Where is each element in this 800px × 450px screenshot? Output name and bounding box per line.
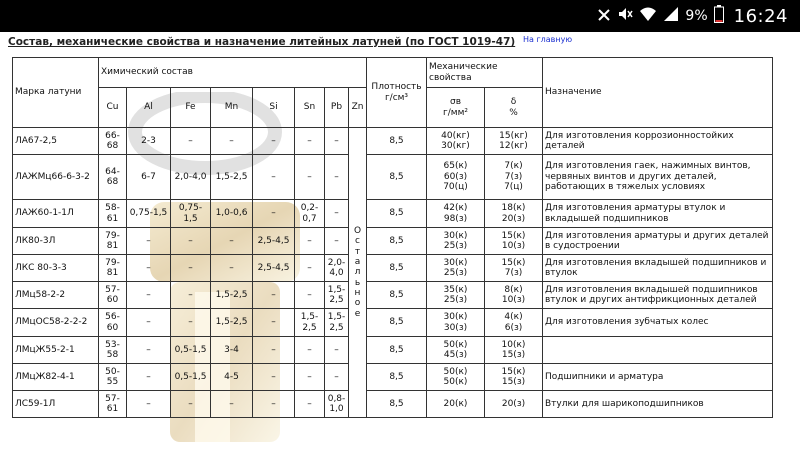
mn-cell: – [211,228,253,255]
cu-cell: 79-81 [99,228,127,255]
sn-cell: – [295,391,325,418]
sn-cell: – [295,337,325,364]
signal-icon [663,6,679,26]
purpose-cell: Для изготовления коррозионностойких деталей [543,128,773,155]
delta-cell [485,282,543,309]
cu-cell: 56-60 [99,309,127,337]
si-cell: – [253,391,295,418]
fe-cell: – [171,255,211,282]
density-cell: 8,5 [367,309,427,337]
delta-value: 15(з) [501,377,526,387]
pb-cell: – [325,337,349,364]
mn-cell: – [211,391,253,418]
clock: 16:24 [733,5,788,27]
col-header-delta [485,88,543,128]
table-row [13,309,773,337]
pb-cell: – [325,128,349,155]
cu-cell: 57-60 [99,282,127,309]
purpose-cell: Втулки для шарикоподшипников [543,391,773,418]
mn-cell: 1,5-2,5 [211,309,253,337]
sn-cell: – [295,282,325,309]
sigma-symbol: σв [449,97,461,108]
header-row [13,58,773,88]
sigma-cell [427,255,485,282]
al-cell: – [127,337,171,364]
density-cell: 8,5 [367,128,427,155]
col-header-al: Al [127,88,171,128]
purpose-cell: Для изготовления вкладышей подшипников и втулок [543,255,773,282]
table-row [13,282,773,309]
delta-cell [485,255,543,282]
zn-rest-letter: с [355,236,360,247]
zn-rest-letter: О [353,225,362,236]
si-cell: – [253,337,295,364]
al-cell: – [127,309,171,337]
status-icons [597,4,788,28]
grade-cell: ЛМц58-2-2 [13,282,99,309]
delta-value: 7(з) [504,171,523,182]
col-header-mech: Механические свойства [427,58,543,88]
density-cell: 8,5 [367,364,427,391]
sigma-cell [427,309,485,337]
table-row [13,364,773,391]
grade-cell: ЛМцЖ82-4-1 [13,364,99,391]
mn-cell: – [211,128,253,155]
page-title: Состав, механические свойства и назначение литейных латуней (по ГОСТ 1019-47) [8,36,516,48]
delta-cell [485,228,543,255]
purpose-cell: Для изготовления зубчатых колес [543,309,773,337]
delta-value: 10(к) [501,339,526,350]
grade-cell: ЛМцОС58-2-2-2 [13,309,99,337]
sigma-value: 25(з) [443,295,468,305]
col-header-zn: Zn [349,88,367,128]
zn-rest-letter: т [354,246,361,257]
purpose-cell: Для изготовления гаек, нажимных винтов, червяных винтов и других деталей, работающих в тяжелых условиях [543,155,773,200]
fe-cell: 0,75-1,5 [171,200,211,228]
delta-value: 18(к) [501,203,526,214]
pb-cell: 2,0-4,0 [325,255,349,282]
col-header-grade: Марка латуни [13,58,99,128]
table-row [13,128,773,155]
density-cell: 8,5 [367,155,427,200]
grade-cell: ЛКС 80-3-3 [13,255,99,282]
zn-rest-letter: ь [354,277,361,288]
battery-percent: 9% [685,8,708,24]
sn-cell: – [295,128,325,155]
brass-alloys-table [12,57,773,418]
col-header-fe: Fe [171,88,211,128]
mn-cell: 1,5-2,5 [211,155,253,200]
sigma-value: 50(к) [443,377,468,387]
purpose-cell [543,337,773,364]
pb-cell: 1,5-2,5 [325,309,349,337]
fe-cell: 0,5-1,5 [171,337,211,364]
sigma-cell [427,128,485,155]
pb-cell: 1,5-2,5 [325,282,349,309]
fe-cell: – [171,309,211,337]
grade-cell: ЛА67-2,5 [13,128,99,155]
cu-cell: 79-81 [99,255,127,282]
sigma-value: 20(к) [443,398,468,409]
cu-cell: 58-61 [99,200,127,228]
delta-cell [485,128,543,155]
sigma-value: 50(к) [443,339,468,350]
delta-value: 20(з) [501,213,526,224]
al-cell: – [127,364,171,391]
col-header-chem: Химический состав [99,58,367,88]
sigma-value: 30(з) [443,322,468,333]
sigma-value: 25(з) [443,268,468,278]
sigma-cell [427,364,485,391]
fe-cell: 2,0-4,0 [171,155,211,200]
purpose-cell: Для изготовления арматуры и других деталей в судостроении [543,228,773,255]
cu-cell: 53-58 [99,337,127,364]
table-row [13,155,773,200]
table-row [13,228,773,255]
sigma-value: 98(з) [443,213,468,224]
al-cell: – [127,228,171,255]
fe-cell: 0,5-1,5 [171,364,211,391]
al-cell: 6-7 [127,155,171,200]
sigma-value: 45(з) [443,350,468,360]
pb-cell: – [325,364,349,391]
delta-symbol: δ [510,97,517,108]
delta-value: 20(з) [501,398,526,409]
col-header-purpose: Назначение [543,58,773,128]
sigma-unit: г/мм² [443,107,468,118]
cu-cell: 66-68 [99,128,127,155]
delta-value: 15(к) [501,366,526,377]
sigma-value: 30(к) [443,312,468,323]
col-header-pb: Pb [325,88,349,128]
cu-cell: 57-61 [99,391,127,418]
mute-icon [617,6,633,26]
al-cell: – [127,391,171,418]
delta-value: 6(з) [504,322,523,333]
sn-cell: – [295,228,325,255]
col-header-density: Плотность г/см³ [367,58,427,128]
sigma-cell [427,155,485,200]
delta-value: 7(ц) [504,182,523,193]
sigma-value: 40(кг) [441,130,470,141]
sigma-value: 65(к) [443,161,468,172]
zn-rest-letter: о [354,298,361,309]
col-header-si: Si [253,88,295,128]
grade-cell: ЛК80-3Л [13,228,99,255]
sigma-cell [427,228,485,255]
sigma-value: 25(з) [443,241,468,251]
density-cell: 8,5 [367,200,427,228]
delta-value: 15(к) [501,257,526,268]
fe-cell: – [171,228,211,255]
density-cell: 8,5 [367,228,427,255]
col-header-sn: Sn [295,88,325,128]
delta-value: 10(з) [501,241,526,251]
delta-value: 7(к) [504,161,523,172]
zn-rest-letter: л [354,267,361,278]
purpose-cell: Для изготовления вкладышей подшипников втулок и других антифрикционных деталей [543,282,773,309]
density-cell: 8,5 [367,337,427,364]
density-cell: 8,5 [367,391,427,418]
si-cell: – [253,309,295,337]
delta-cell [485,309,543,337]
sn-cell: 1,5-2,5 [295,309,325,337]
delta-cell [485,200,543,228]
si-cell: – [253,282,295,309]
zn-rest-letter: н [354,288,361,299]
delta-value: 15(з) [501,350,526,360]
delta-value: 7(з) [504,268,523,278]
mn-cell: – [211,255,253,282]
al-cell: 0,75-1,5 [127,200,171,228]
delta-cell [485,391,543,418]
col-header-mn: Mn [211,88,253,128]
sn-cell: 0,2-0,7 [295,200,325,228]
battery-icon [714,5,724,27]
pb-cell: – [325,228,349,255]
table-row [13,200,773,228]
si-cell: – [253,128,295,155]
wifi-icon [639,6,657,26]
al-cell: – [127,255,171,282]
home-link[interactable]: На главную [523,35,573,44]
purpose-cell: Подшипники и арматура [543,364,773,391]
close-icon[interactable] [597,7,611,26]
col-header-sigma [427,88,485,128]
table-body [13,58,773,418]
sigma-value: 30(кг) [441,141,470,151]
cu-cell: 64-68 [99,155,127,200]
table-row [13,255,773,282]
si-cell: – [253,364,295,391]
cu-cell: 50-55 [99,364,127,391]
delta-value: 12(кг) [499,141,528,151]
fe-cell: – [171,391,211,418]
document-page [0,32,800,450]
density-cell: 8,5 [367,255,427,282]
status-bar [0,0,800,32]
delta-value: 10(з) [501,295,526,305]
sigma-cell [427,282,485,309]
sigma-value: 60(з) [443,171,468,182]
delta-value: 15(кг) [499,130,528,141]
fe-cell: – [171,128,211,155]
delta-value: 4(к) [504,312,523,323]
sigma-value: 35(к) [443,284,468,295]
delta-unit: % [509,107,518,118]
delta-cell [485,364,543,391]
pb-cell: – [325,155,349,200]
fe-cell: – [171,282,211,309]
delta-value: 8(к) [504,284,523,295]
mn-cell: 4-5 [211,364,253,391]
al-cell: – [127,282,171,309]
grade-cell: ЛМцЖ55-2-1 [13,337,99,364]
density-cell: 8,5 [367,282,427,309]
sigma-value: 30(к) [443,230,468,241]
sigma-cell [427,337,485,364]
sn-cell: – [295,155,325,200]
purpose-cell: Для изготовления арматуры втулок и вкладышей подшипников [543,200,773,228]
mn-cell: 1,0-0,6 [211,200,253,228]
zn-rest-letter: а [354,256,361,267]
sigma-value: 70(ц) [443,182,468,193]
sigma-cell [427,391,485,418]
si-cell: – [253,200,295,228]
mn-cell: 3-4 [211,337,253,364]
al-cell: 2-3 [127,128,171,155]
delta-value: 15(к) [501,230,526,241]
sigma-value: 30(к) [443,257,468,268]
zn-rest-letter: е [354,308,361,319]
table-row [13,391,773,418]
table-row [13,337,773,364]
pb-cell: – [325,200,349,228]
sn-cell: – [295,364,325,391]
pb-cell: 0,8-1,0 [325,391,349,418]
sigma-value: 50(к) [443,366,468,377]
delta-cell [485,337,543,364]
sigma-value: 42(к) [443,203,468,214]
si-cell: 2,5-4,5 [253,228,295,255]
mn-cell: 1,5-2,5 [211,282,253,309]
grade-cell: ЛАЖ60-1-1Л [13,200,99,228]
zn-rest-cell [349,128,367,418]
grade-cell: ЛС59-1Л [13,391,99,418]
col-header-cu: Cu [99,88,127,128]
sigma-cell [427,200,485,228]
si-cell: – [253,155,295,200]
si-cell: 2,5-4,5 [253,255,295,282]
grade-cell: ЛАЖМц66-6-3-2 [13,155,99,200]
delta-cell [485,155,543,200]
sn-cell: – [295,255,325,282]
